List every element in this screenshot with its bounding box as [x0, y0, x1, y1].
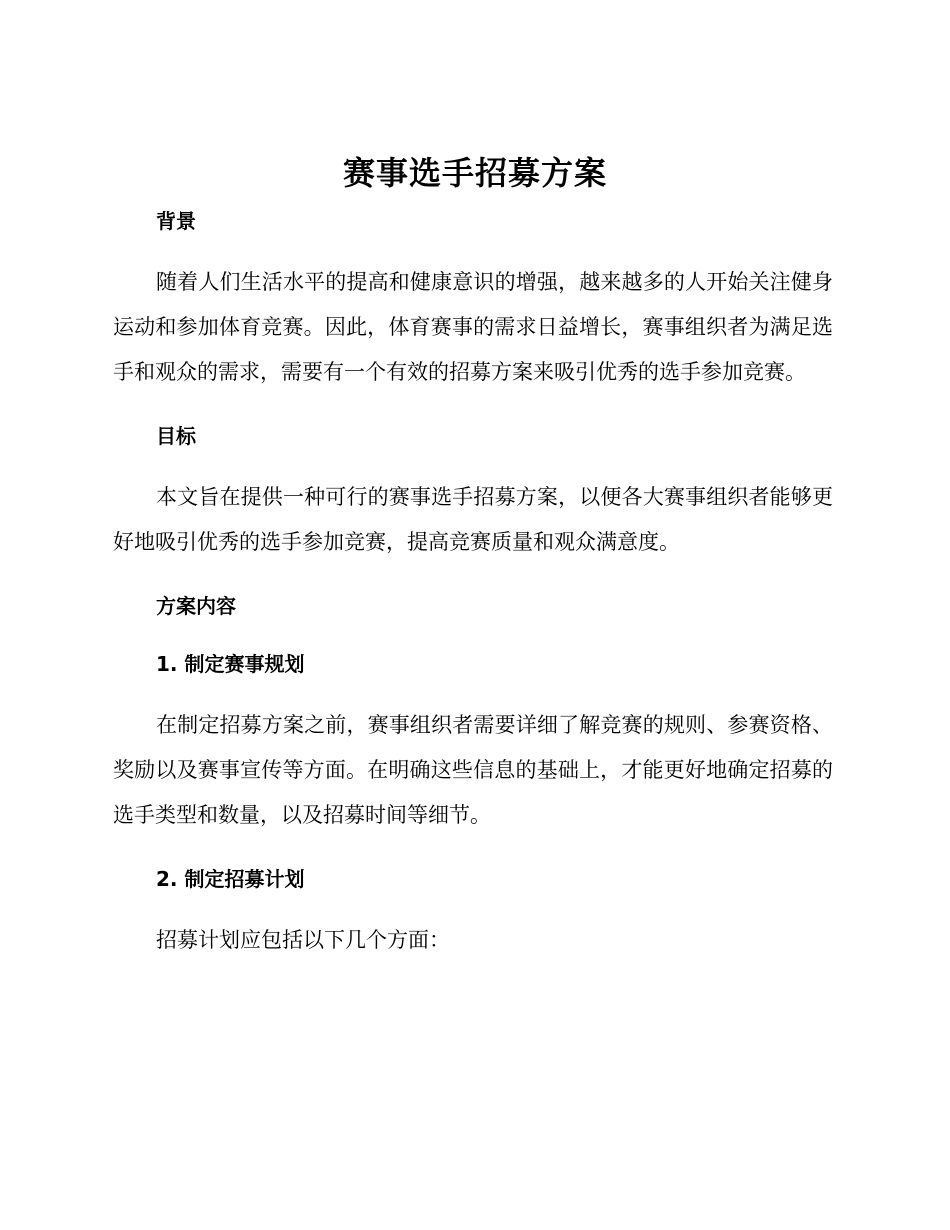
document-body [113, 204, 833, 963]
section-heading-step2: 2. 制定招募计划 [156, 867, 305, 891]
paragraph-background: 随着人们生活水平的提高和健康意识的增强，越来越多的人开始关注健身运动和参加体育竞赛。因此，体育赛事的需求日益增长，赛事组织者为满足选手和观众的需求，需要有一个有效的招募方案来吸引优秀的选手参加竞赛。 [113, 270, 833, 384]
section-heading-background: 背景 [156, 209, 196, 233]
paragraph-goal: 本文旨在提供一种可行的赛事选手招募方案，以便各大赛事组织者能够更好地吸引优秀的选手参加竞赛，提高竞赛质量和观众满意度。 [113, 485, 833, 554]
document-title: 赛事选手招募方案 [342, 154, 607, 192]
paragraph-step1: 在制定招募方案之前，赛事组织者需要详细了解竞赛的规则、参赛资格、奖励以及赛事宣传等方面。在明确这些信息的基础上，才能更好地确定招募的选手类型和数量，以及招募时间等细节。 [113, 713, 833, 827]
section-heading-plan: 方案内容 [156, 594, 236, 618]
paragraph-step2: 招募计划应包括以下几个方面： [156, 928, 450, 952]
section-heading-goal: 目标 [156, 424, 196, 448]
section-heading-step1: 1. 制定赛事规划 [156, 652, 305, 676]
